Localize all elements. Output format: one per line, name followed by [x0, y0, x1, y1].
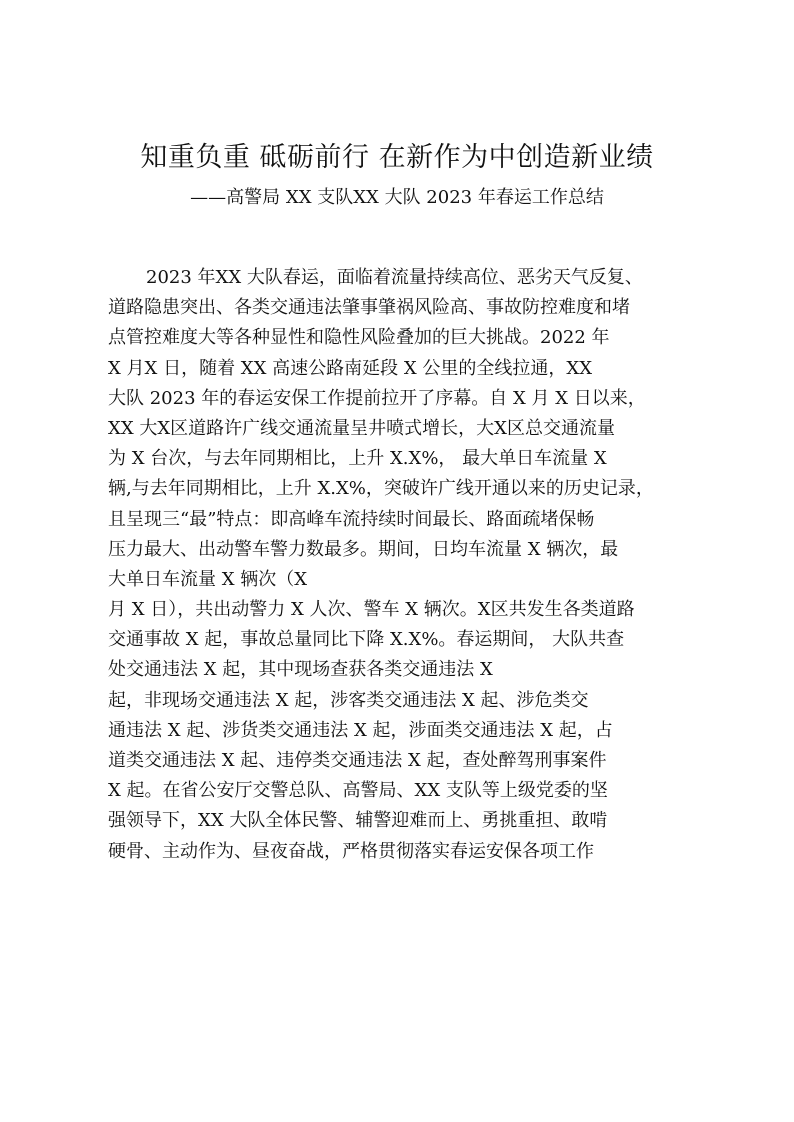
- body-line: 道类交通违法 X 起、违停类交通违法 X 起，查处醉驾刑事案件: [108, 750, 607, 771]
- body-line: 2023 年XX 大队春运，面临着流量持续高位、恶劣天气反复、: [146, 267, 643, 288]
- body-line: 交通事故 X 起，事故总量同比下降 X.X%。春运期间， 大队共查: [108, 629, 625, 651]
- body-line: 道路隐患突出、各类交通违法肇事肇祸风险高、事故防控难度和堵: [108, 297, 630, 319]
- body-line: 月 X 日），共出动警力 X 人次、警车 X 辆次。X区共发生各类道路: [108, 599, 635, 621]
- body-line: 压力最大、出动警车警力数最多。期间，日均车流量 X 辆次，最: [108, 538, 619, 560]
- body-line: 硬骨、主动作为、昼夜奋战，严格贯彻落实春运安保各项工作: [108, 840, 594, 862]
- body-line: X 起。在省公安厅交警总队、高警局、XX 支队等上级党委的坚: [108, 780, 608, 802]
- document-subtitle: ——高警局 XX 支队XX 大队 2023 年春运工作总结: [190, 187, 604, 208]
- body-line: XX 大X区道路许广线交通流量呈井喷式增长，大X区总交通流量: [108, 417, 615, 439]
- document-title: 知重负重 砥砺前行 在新作为中创造新业绩: [140, 142, 654, 173]
- body-line: 强领导下，XX 大队全体民警、辅警迎难而上、勇挑重担、敢啃: [108, 810, 608, 832]
- body-line: 大单日车流量 X 辆次（X: [108, 568, 308, 590]
- body-line: X 月X 日，随着 XX 高速公路南延段 X 公里的全线拉通，XX: [108, 357, 593, 379]
- body-line: 点管控难度大等各种显性和隐性风险叠加的巨大挑战。2022 年: [108, 327, 610, 349]
- body-line: 且呈现三“最”特点：即高峰车流持续时间最长、路面疏堵保畅: [108, 508, 595, 530]
- body-line: 为 X 台次，与去年同期相比，上升 X.X%， 最大单日车流量 X: [108, 448, 607, 470]
- body-line: 通违法 X 起、涉货类交通违法 X 起，涉面类交通违法 X 起，占: [108, 719, 613, 741]
- body-line: 大队 2023 年的春运安保工作提前拉开了序幕。自 X 月 X 日以来，: [108, 387, 646, 409]
- body-line: 辆,与去年同期相比，上升 X.X%，突破许广线开通以来的历史记录，: [108, 478, 654, 500]
- body-line: 起，非现场交通违法 X 起，涉客类交通违法 X 起、涉危类交: [108, 689, 589, 711]
- body-line: 处交通违法 X 起，其中现场查获各类交通违法 X: [108, 659, 493, 681]
- body-paragraph: [108, 263, 718, 867]
